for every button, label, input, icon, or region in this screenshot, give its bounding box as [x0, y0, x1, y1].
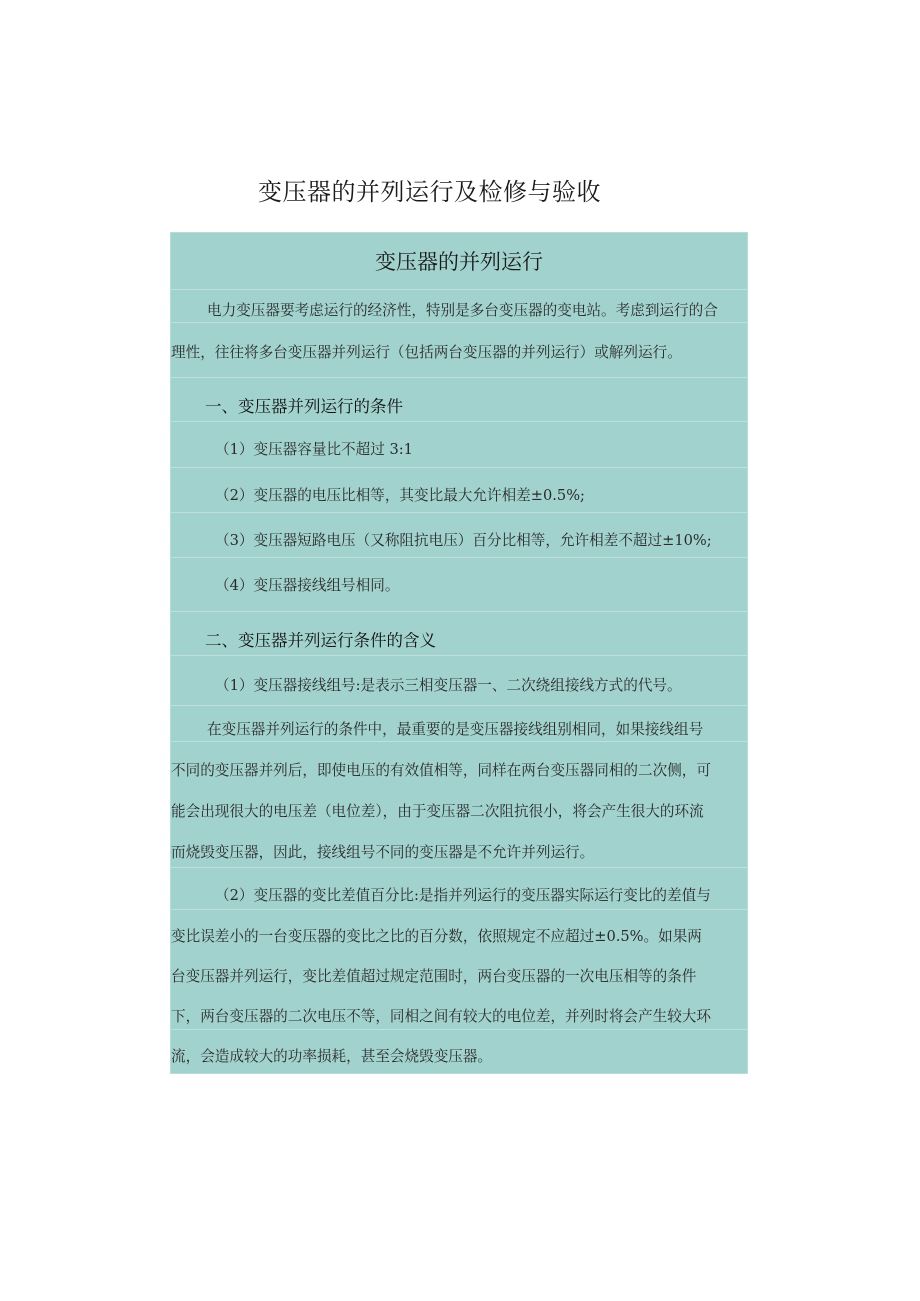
- paragraph-2-line-1: （2）变压器的变比差值百分比:是指并列运行的变压器实际运行变比的差值与: [215, 887, 711, 904]
- meaning-item-1: （1）变压器接线组号:是表示三相变压器一、二次绕组接线方式的代号。: [215, 677, 682, 694]
- divider: [171, 1029, 747, 1030]
- divider: [171, 322, 747, 323]
- divider: [171, 867, 747, 868]
- divider: [171, 705, 747, 706]
- paragraph-2-line-2: 变比误差小的一台变压器的变比之比的百分数，依照规定不应超过±0.5%。如果两: [171, 928, 702, 945]
- condition-item-1: （1）变压器容量比不超过 3:1: [215, 441, 413, 458]
- condition-item-4: （4）变压器接线组号相同。: [215, 577, 400, 594]
- divider: [171, 467, 747, 468]
- document-title: 变压器的并列运行及检修与验收: [258, 178, 601, 206]
- paragraph-2-line-4: 下，两台变压器的二次电压不等，同相之间有较大的电位差，并列时将会产生较大环: [171, 1008, 711, 1025]
- paragraph-1-line-2: 不同的变压器并列后，即使电压的有效值相等，同样在两台变压器同相的二次侧，可: [171, 762, 711, 779]
- paragraph-1-line-1: 在变压器并列运行的条件中，最重要的是变压器接线组别相同，如果接线组号: [207, 721, 704, 738]
- divider: [171, 741, 747, 742]
- intro-line-2: 理性，往往将多台变压器并列运行（包括两台变压器的并列运行）或解列运行。: [171, 344, 682, 361]
- condition-item-3: （3）变压器短路电压（又称阻抗电压）百分比相等，允许相差不超过±10%;: [215, 532, 712, 549]
- divider: [171, 611, 747, 612]
- divider: [171, 512, 747, 513]
- divider: [171, 289, 747, 290]
- panel-title: 变压器的并列运行: [375, 250, 543, 274]
- paragraph-1-line-3: 能会出现很大的电压差（电位差），由于变压器二次阻抗很小，将会产生很大的环流: [171, 803, 704, 820]
- section-1-heading: 一、变压器并列运行的条件: [205, 397, 403, 416]
- content-panel: [170, 232, 748, 1074]
- paragraph-2-line-3: 台变压器并列运行，变比差值超过规定范围时，两台变压器的一次电压相等的条件: [171, 968, 697, 985]
- divider: [171, 557, 747, 558]
- divider: [171, 909, 747, 910]
- paragraph-2-line-5: 流，会造成较大的功率损耗，甚至会烧毁变压器。: [171, 1048, 493, 1065]
- divider: [171, 377, 747, 378]
- condition-item-2: （2）变压器的电压比相等，其变比最大允许相差±0.5%;: [215, 487, 585, 504]
- paragraph-1-line-4: 而烧毁变压器，因此，接线组号不同的变压器是不允许并列运行。: [171, 844, 595, 861]
- section-2-heading: 二、变压器并列运行条件的含义: [205, 631, 436, 650]
- divider: [171, 655, 747, 656]
- divider: [171, 421, 747, 422]
- intro-line-1: 电力变压器要考虑运行的经济性，特别是多台变压器的变电站。考虑到运行的合: [207, 302, 718, 319]
